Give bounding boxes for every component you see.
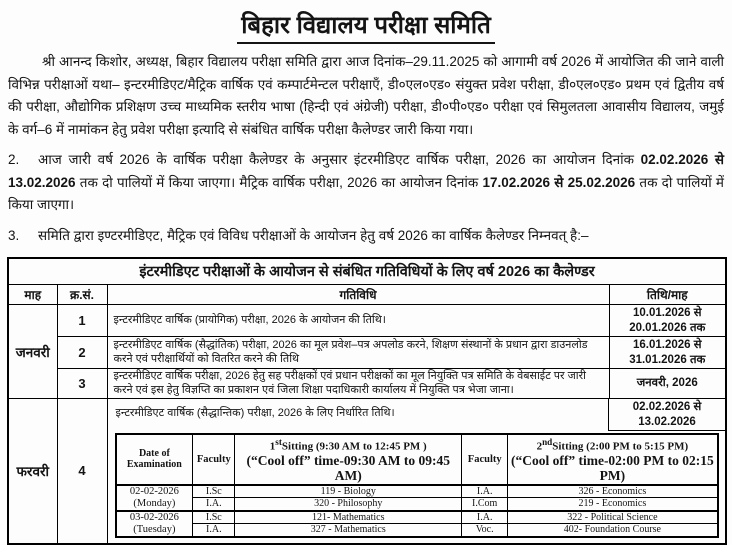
exam-date: 02-02-2026 — [129, 485, 179, 497]
serial-cell: 3 — [57, 369, 107, 399]
sitting-1-cooloff: (“Cool off” time-09:30 AM to 09:45 AM) — [246, 452, 451, 483]
february-detail-cell — [107, 399, 726, 544]
paragraph-2 — [8, 149, 724, 217]
sitting-1-time: 1stSitting (9:30 AM to 12:45 PM ) — [269, 437, 427, 453]
schedule-col-faculty-2: Faculty — [462, 434, 508, 485]
schedule-row — [116, 485, 718, 498]
calendar-table-caption: इंटरमीडिएट परीक्षाओं के आयोजन से संबंधित गतिविधियों के लिए वर्ष 2026 का कैलेण्डर — [8, 258, 726, 285]
serial-cell: 2 — [57, 337, 107, 369]
serial-cell: 4 — [57, 399, 107, 544]
date-cell: 16.01.2026 से 31.01.2026 तक — [609, 337, 726, 369]
col-header-serial: क्र.सं. — [57, 285, 107, 305]
date-cell: 02.02.2026 से 13.02.2026 — [608, 399, 725, 431]
paragraph-2-number: 2. — [8, 152, 20, 167]
schedule-row — [116, 498, 718, 511]
subject-cell: 121- Mathematics — [235, 511, 462, 524]
subject-cell: 219 - Economics — [508, 498, 718, 511]
serial-cell: 1 — [57, 305, 107, 337]
subject-cell: 322 - Political Science — [508, 511, 718, 524]
col-header-activity: गतिविधि — [107, 285, 609, 305]
calendar-table-header-row — [8, 285, 726, 305]
calendar-table-caption-row — [8, 258, 726, 285]
exam-schedule-table — [115, 433, 719, 538]
page-title — [7, 8, 725, 41]
schedule-col-faculty-1: Faculty — [193, 434, 235, 485]
paragraph-2-date-range-1: 02.02.2026 से 13.02.2026 — [8, 152, 724, 190]
date-cell: जनवरी, 2026 — [609, 369, 726, 399]
february-activity-strip — [108, 399, 726, 431]
paragraph-3-text: समिति द्वारा इण्टरमीडिएट, मैट्रिक एवं विविध परीक्षाओं के आयोजन हेतु वर्ष 2026 का वार्षिक कैलेण्डर निम्नवत् है:– — [38, 227, 589, 243]
schedule-col-sitting-1 — [235, 434, 462, 485]
exam-date-cell — [116, 511, 193, 537]
table-row-february — [8, 399, 726, 544]
col-header-month: माह — [8, 285, 57, 305]
faculty-cell: I.Sc — [193, 511, 235, 524]
activity-cell: इन्टरमीडिएट वार्षिक परीक्षा, 2026 हेतु सह परीक्षकों एवं प्रधान परीक्षकों का मूल नियुक्ति पत्र समिति के वेबसाईट पर जारी करने एवं इस हेतु विज्ञप्ति का प्रकाशन एवं जिला शिक्षा पदाधिकारी कार्यालय में नियुक्ति पत्र भेजा जाना। — [107, 369, 609, 399]
page-title-text: बिहार विद्यालय परीक्षा समिति — [237, 12, 495, 44]
col-header-date: तिथि/माह — [609, 285, 726, 305]
subject-cell: 402- Foundation Course — [508, 524, 718, 537]
schedule-header-row — [116, 434, 718, 485]
paragraph-2-date-range-2: 17.02.2026 से 25.02.2026 — [482, 174, 636, 190]
calendar-table — [7, 257, 727, 545]
subject-cell: 326 - Economics — [508, 485, 718, 498]
faculty-cell: I.Sc — [193, 485, 235, 498]
subject-cell: 320 - Philosophy — [235, 498, 462, 511]
activity-cell: इन्टरमीडिएट वार्षिक (प्रायोगिक) परीक्षा, 2026 के आयोजन की तिथि। — [107, 305, 609, 337]
paragraph-2-seg5: तक दो पालियों में किया जाएगा। — [8, 174, 724, 212]
subject-cell: 327 - Mathematics — [235, 524, 462, 537]
exam-day: (Monday) — [133, 497, 176, 509]
month-cell-february: फरवरी — [8, 399, 57, 544]
faculty-cell: I.A. — [462, 485, 508, 498]
schedule-row — [116, 524, 718, 537]
paragraph-intro — [8, 51, 724, 141]
date-cell: 10.01.2026 से 20.01.2026 तक — [609, 305, 726, 337]
paragraph-3-number: 3. — [8, 227, 20, 243]
exam-date: 03-02-2026 — [129, 511, 179, 523]
table-row — [8, 369, 726, 399]
sitting-2-cooloff: (“Cool off” time-02:00 PM to 02:15 PM) — [510, 452, 714, 483]
table-row — [8, 337, 726, 369]
activity-cell: इन्टरमीडिएट वार्षिक (सैद्धांतिक) परीक्षा, 2026 का मूल प्रवेश–पत्र अपलोड करने, शिक्षण संस्थानों के प्रधान द्वारा डाउनलोड करने एवं परीक्षार्थियों को वितरित करने की तिथि — [107, 337, 609, 369]
paragraph-2-seg3: तक दो पालियों में किया जाएगा। मैट्रिक वार्षिक परीक्षा, 2026 का आयोजन दिनांक — [75, 174, 483, 190]
paragraph-3 — [8, 225, 724, 248]
activity-cell: इन्टरमीडिएट वार्षिक (सैद्धान्तिक) परीक्षा, 2026 के लिए निर्धारित तिथि। — [115, 407, 395, 419]
faculty-cell: I.A. — [193, 498, 235, 511]
schedule-col-sitting-2 — [508, 434, 718, 485]
schedule-col-date: Date of Examination — [116, 434, 193, 485]
sitting-2-time: 2ndSitting (2:00 PM to 5:15 PM) — [536, 437, 689, 453]
faculty-cell: I.A. — [462, 511, 508, 524]
faculty-cell: I.A. — [193, 524, 235, 537]
subject-cell: 119 - Biology — [235, 485, 462, 498]
paragraph-intro-text: श्री आनन्द किशोर, अध्यक्ष, बिहार विद्यालय परीक्षा समिति द्वारा आज दिनांक–29.11.2025 को आगामी वर्ष 2026 में आयोजित की जाने वाली विभिन्न परीक्षाओं यथा– इन्टरमीडिएट/मैट्रिक वार्षिक एवं कम्पार्टमेन्टल परीक्षाएँ, डी०एल०एड० संयुक्त प्रवेश परीक्षा, डी०एल०एड० प्रथम एवं द्वितीय वर्ष की परीक्षा, औद्योगिक प्रशिक्षण उच्च माध्यमिक स्तरीय भाषा (हिन्दी एवं अंग्रेजी) परीक्षा, डी०पी०एड० परीक्षा एवं सिमुलतला आवासीय विद्यालय, जमुई के वर्ग–6 में नामांकन हेतु प्रवेश परीक्षा इत्यादि से संबंधित वार्षिक परीक्षा कैलेण्डर जारी किया गया। — [8, 54, 724, 137]
exam-day: (Tuesday) — [133, 523, 176, 535]
faculty-cell: I.Com — [462, 498, 508, 511]
exam-date-cell — [116, 485, 193, 511]
faculty-cell: Voc. — [462, 524, 508, 537]
schedule-row — [116, 511, 718, 524]
table-row — [8, 305, 726, 337]
paragraph-2-seg1: आज जारी वर्ष 2026 के वार्षिक परीक्षा कैलेण्डर के अनुसार इंटरमीडिएट वार्षिक परीक्षा, 2026 का आयोजन दिनांक — [38, 152, 641, 167]
month-cell-january: जनवरी — [8, 305, 57, 399]
